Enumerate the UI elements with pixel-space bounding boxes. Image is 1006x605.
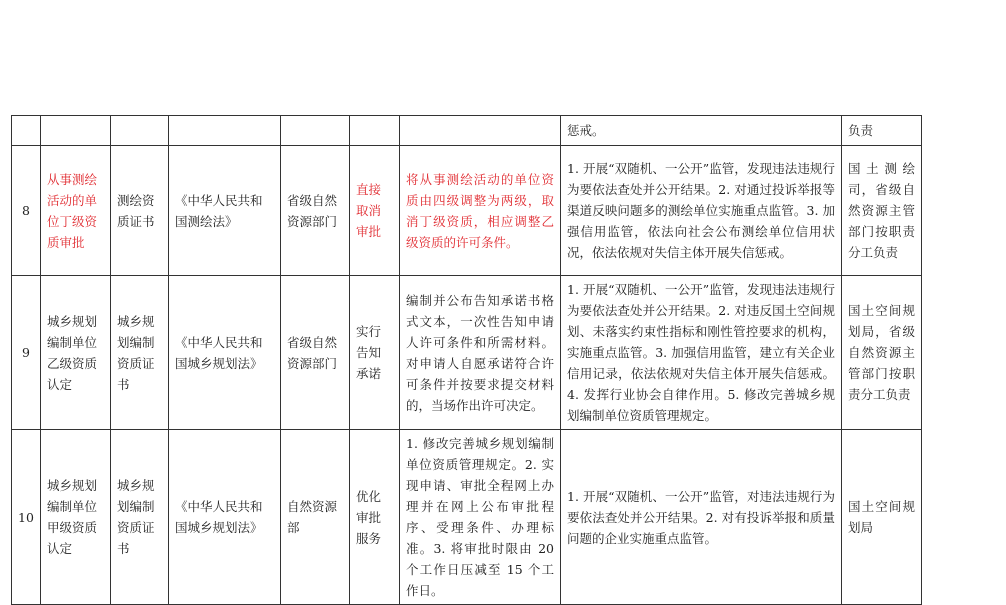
reform-items-table bbox=[11, 115, 922, 605]
reform-content: 1. 修改完善城乡规划编制单位资质管理规定。2. 实现申请、审批全程网上办理并在网上公布审批程序、受理条件、办理标准。3. 将审批时限由 20 个工作日压减至 15 个工作日。 bbox=[400, 430, 561, 605]
reform-content: 编制并公布告知承诺书格式文本，一次性告知申请人许可条件和所需材料。对申请人自愿承诺符合许可条件并按要求提交材料的，当场作出许可决定。 bbox=[400, 276, 561, 430]
table-row bbox=[12, 276, 922, 430]
cell-item bbox=[41, 116, 111, 146]
supervision-measures: 1. 开展“双随机、一公开”监管，对违法违规行为要依法查处并公开结果。2. 对有投诉举报和质量问题的企业实施重点监管。 bbox=[561, 430, 842, 605]
responsible-unit: 国土空间规划局，省级自然资源主管部门按职责分工负责 bbox=[842, 276, 922, 430]
item-name: 城乡规划编制单位乙级资质认定 bbox=[41, 276, 111, 430]
continued-row bbox=[12, 116, 922, 146]
cell-authority bbox=[281, 116, 350, 146]
row-number: 8 bbox=[12, 146, 41, 276]
approval-authority: 自然资源部 bbox=[281, 430, 350, 605]
reform-method: 直接取消审批 bbox=[350, 146, 400, 276]
reform-content: 将从事测绘活动的单位资质由四级调整为两级，取消丁级资质，相应调整乙级资质的许可条件。 bbox=[400, 146, 561, 276]
cell-measures: 惩戒。 bbox=[561, 116, 842, 146]
approval-authority: 省级自然资源部门 bbox=[281, 146, 350, 276]
responsible-unit: 国土空间规划局 bbox=[842, 430, 922, 605]
cell-reform bbox=[400, 116, 561, 146]
row-number: 10 bbox=[12, 430, 41, 605]
approval-authority: 省级自然资源部门 bbox=[281, 276, 350, 430]
cell-num bbox=[12, 116, 41, 146]
row-number: 9 bbox=[12, 276, 41, 430]
cell-certificate bbox=[111, 116, 169, 146]
item-name: 城乡规划编制单位甲级资质认定 bbox=[41, 430, 111, 605]
supervision-measures: 1. 开展“双随机、一公开”监管，发现违法违规行为要依法查处并公开结果。2. 对通过投诉举报等渠道反映问题多的测绘单位实施重点监管。3. 加强信用监管，依法向社会公布测绘单位信用状况，依法依规对失信主体开展失信惩戒。 bbox=[561, 146, 842, 276]
supervision-measures: 1. 开展“双随机、一公开”监管，发现违法违规行为要依法查处并公开结果。2. 对违反国土空间规划、未落实约束性指标和刚性管控要求的机构，实施重点监管。3. 加强信用监管，建立有关企业信用记录，依法依规对失信主体开展失信惩戒。4. 发挥行业协会自律作用。5. 修改完善城乡规划编制单位资质管理规定。 bbox=[561, 276, 842, 430]
certificate-name: 测绘资质证书 bbox=[111, 146, 169, 276]
reform-method: 实行告知承诺 bbox=[350, 276, 400, 430]
legal-basis: 《中华人民共和国城乡规划法》 bbox=[169, 430, 281, 605]
legal-basis: 《中华人民共和国测绘法》 bbox=[169, 146, 281, 276]
legal-basis: 《中华人民共和国城乡规划法》 bbox=[169, 276, 281, 430]
certificate-name: 城乡规划编制资质证书 bbox=[111, 430, 169, 605]
cell-basis bbox=[169, 116, 281, 146]
certificate-name: 城乡规划编制资质证书 bbox=[111, 276, 169, 430]
reform-method: 优化审批服务 bbox=[350, 430, 400, 605]
responsible-unit: 国土测绘司，省级自然资源主管部门按职责分工负责 bbox=[842, 146, 922, 276]
item-name: 从事测绘活动的单位丁级资质审批 bbox=[41, 146, 111, 276]
cell-responsible: 负责 bbox=[842, 116, 922, 146]
table-row bbox=[12, 430, 922, 605]
cell-method bbox=[350, 116, 400, 146]
table-row bbox=[12, 146, 922, 276]
